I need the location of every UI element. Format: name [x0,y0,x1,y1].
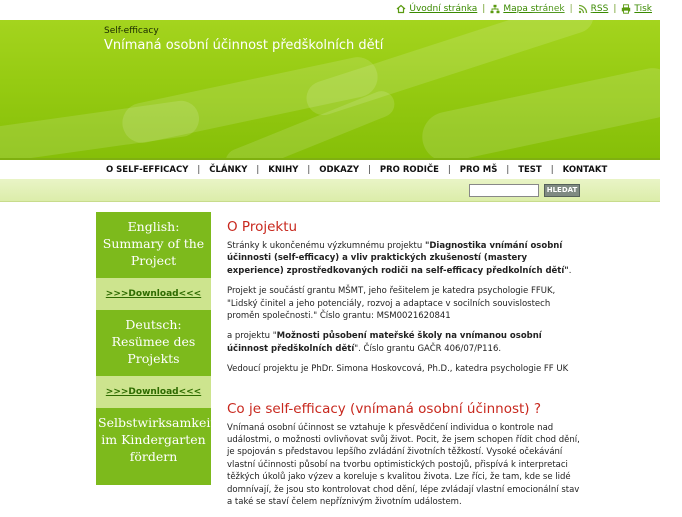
home-link-label[interactable]: Úvodní stránka [409,4,478,14]
download-deutsch-link[interactable]: >>>Download<<< [105,387,202,397]
download-english-link[interactable]: >>>Download<<< [105,289,202,299]
nav-separator: | [197,164,201,175]
home-icon [396,4,406,14]
project-name: Možnosti působení mateřské školy na vnímanou osobní účinnost předškolních dětí [227,331,542,354]
nav-separator: | [550,164,554,175]
sidebar-box-english: English: Summary of the Project [96,212,211,278]
nav-item-test[interactable]: TEST [518,164,542,175]
project-title: "Diagnostika vnímání osobní účinnosti (self-efficacy) a vliv praktických zkušeností (mastery experience) zprostředkovaných rodiči na self-efficacy předkolních dětí" [227,241,569,276]
nav-item-pro-rodice[interactable]: PRO RODIČE [379,164,439,175]
separator: | [482,4,486,14]
sitemap-icon [490,4,500,14]
sidebar-box-selbstwirksamkeit: Selbstwirksamkeit im Kindergarten fördern [96,408,211,485]
grant-paragraph: Projekt je součástí grantu MŠMT, jeho řešitelem je katedra psychologie FFUK, "Lidský činitel a jeho potenciály, rozvoj a adaptace v socilních souvislostech proměn společnosti." Číslo grantu: MSM0021620841 [227,286,556,322]
print-link-label[interactable]: Tisk [634,4,652,14]
separator: | [569,4,573,14]
page-title: O Projektu [227,219,298,235]
header-decoration [418,64,682,167]
rss-link-label[interactable]: RSS [590,4,609,14]
print-icon [621,4,631,14]
separator: | [613,4,617,14]
project-grant: ". Číslo grantu GAČR 406/07/P116. [354,343,502,354]
intro-text: Stránky k ukončenému výzkumnému projektu [227,241,425,251]
leader-paragraph: Vedoucí projektu je PhDr. Simona Hoskovcová, Ph.D., katedra psychologie FF UK [227,364,569,375]
main-content [227,218,580,517]
intro-end: . [568,265,572,276]
nav-item-clanky[interactable]: ČLÁNKY [209,164,248,175]
top-utility-links [396,4,652,14]
main-navigation [0,158,660,179]
search-button[interactable]: HLEDAT [544,184,580,197]
nav-item-pro-ms[interactable]: PRO MŠ [459,164,498,175]
intro-paragraph [227,240,580,277]
nav-item-o-self-efficacy[interactable]: O SELF-EFFICACY [106,164,189,175]
sidebar-download-deutsch [96,376,211,408]
nav-item-odkazy[interactable]: ODKAZY [319,164,360,175]
nav-separator: | [256,164,260,175]
project-text: a projektu " [227,331,277,342]
nav-item-kontakt[interactable]: KONTAKT [562,164,608,175]
header-banner [0,20,660,158]
sidebar-download-english [96,278,211,310]
project-paragraph [227,330,580,355]
nav-item-knihy[interactable]: KNIHY [268,164,299,175]
search-input[interactable] [469,184,539,197]
section-heading: Co je self-efficacy (vnímaná osobní účinnost) ? [227,400,542,417]
print-link[interactable] [621,4,652,14]
sidebar [96,212,216,485]
nav-separator: | [307,164,311,175]
site-title[interactable]: Vnímaná osobní účinnost předškolních dětí [104,38,384,53]
nav-separator: | [368,164,371,175]
sitemap-link-label[interactable]: Mapa stránek [503,4,565,14]
sidebar-box-deutsch: Deutsch: Resümee des Projekts [96,310,211,376]
site-tagline: Self-efficacy [104,26,159,36]
definition-paragraph: Vnímaná osobní účinnost se vztahuje k přesvědčení individua o kontrole nad událostmi, o možnosti ovlivňovat svůj život. Pocit, že jsem schopen řídit chod dění, je spojován s představou lepšího zvládání životních těžkostí. Vysoké očekávání vlastní účinnosti působí na tvorbu optimistických postojů, přispívá k interpretaci těžkých úkolů jako výzev a koreluje s kvalitou života. Lze říci, že tam, kde se lidé domnívají, že jsou sto kontrolovat chod dění, lépe zvládají vlastní emocionální stav a také se staví čelem nepříznivým životním událostem. [227,422,580,508]
nav-separator: | [447,164,451,175]
home-link[interactable] [396,4,477,14]
nav-separator: | [506,164,510,175]
search-bar [0,179,660,202]
